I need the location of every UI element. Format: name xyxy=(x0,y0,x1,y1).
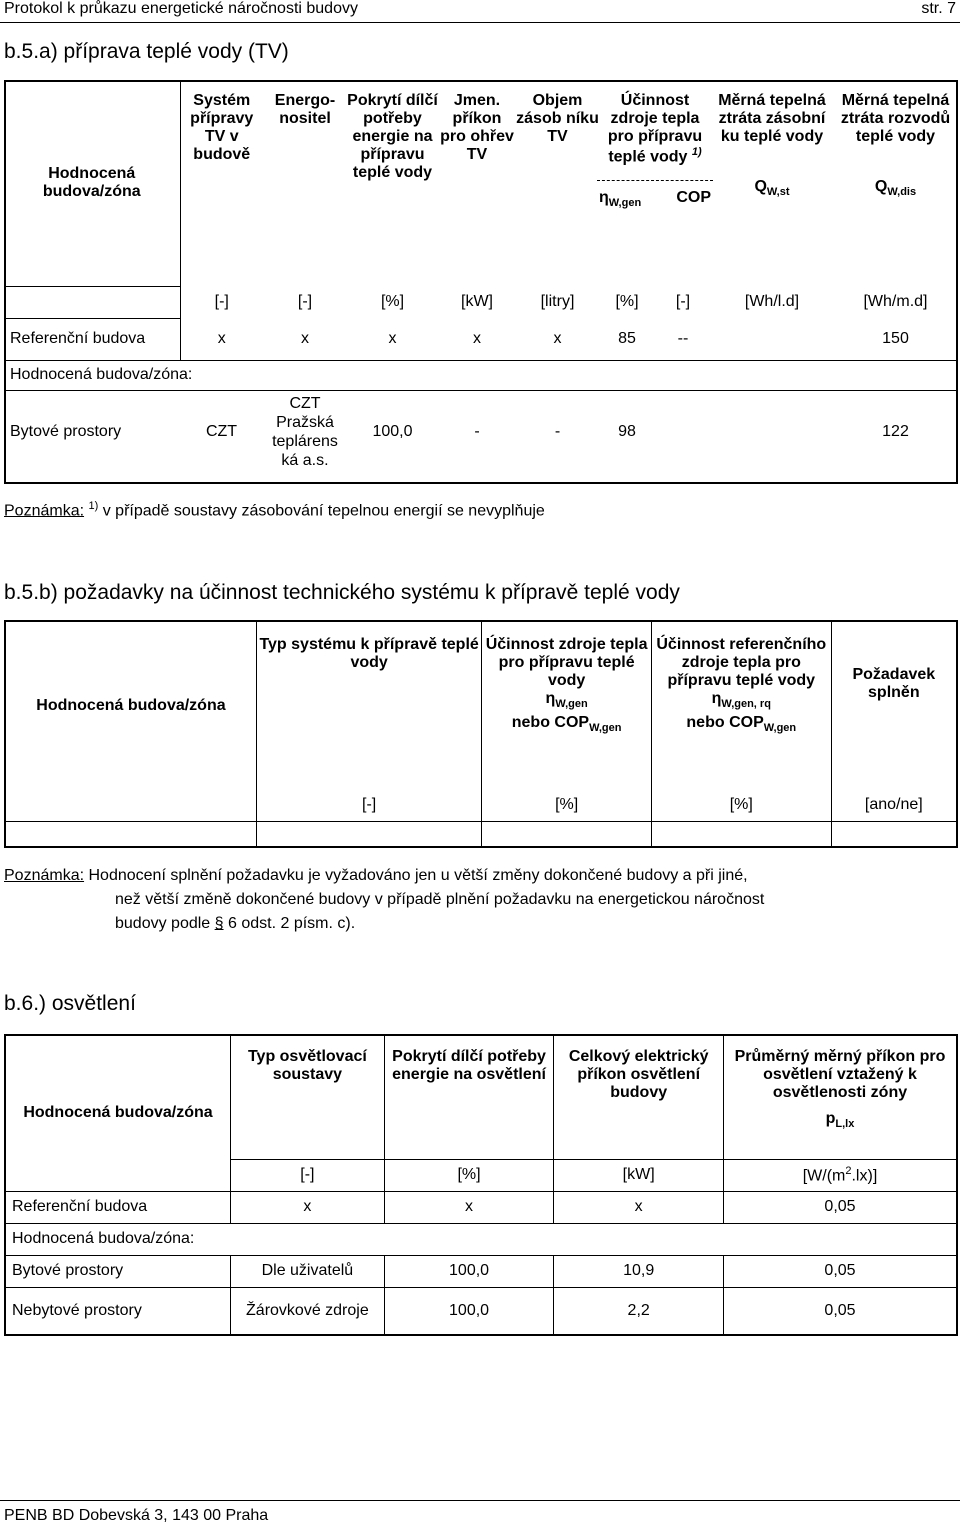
tv-col-energo: Energo-nositel xyxy=(274,92,336,127)
page-footer: PENB BD Dobevská 3, 143 00 Praha xyxy=(4,1507,269,1524)
tv-unit: [Wh/m.d] xyxy=(863,293,928,310)
req-empty-cell xyxy=(5,821,256,847)
p-symbol: $p_{L,lx}$ xyxy=(825,1110,855,1131)
light-row-typ: Dle uživatelů xyxy=(231,1255,385,1287)
tv-table xyxy=(4,80,958,474)
req-col-hodnocena: Hodnocená budova/zóna xyxy=(5,621,256,789)
light-ref-value: x xyxy=(231,1191,385,1223)
req-ref-cop: nebo $COP_{W,gen}$ xyxy=(686,714,797,735)
tv-note-sup: 1) xyxy=(88,500,99,512)
tv-ref-value: x xyxy=(301,329,309,347)
light-col-hodnocena: Hodnocená budova/zóna xyxy=(5,1035,231,1159)
page-header-title: Protokol k průkazu energetické náročnosti budovy xyxy=(4,0,358,17)
eta-symbol: $\eta_{W,gen}$ xyxy=(599,189,642,210)
tv-unit: [-] xyxy=(675,293,691,310)
light-col-prikon: Celkový elektrický příkon osvětlení budovy xyxy=(554,1035,724,1159)
req-note-line: budovy podle § 6 odst. 2 písm. c). xyxy=(115,915,356,932)
page-number: str. 7 xyxy=(921,0,956,17)
tv-ref-value: 150 xyxy=(882,329,909,347)
tv-col-jmen: Jmen. příkon pro ohřev TV xyxy=(440,92,514,163)
req-col-ucinnost-text: Účinnost zdroje tepla pro přípravu teplé vody xyxy=(485,636,648,689)
footer-rule xyxy=(0,1500,960,1501)
req-unit: [%] xyxy=(482,789,652,821)
req-eta-symbol: $\eta_{W,gen}$ xyxy=(545,690,588,711)
tv-ref-value: 85 xyxy=(618,329,636,347)
tv-row-value: - xyxy=(516,390,599,474)
tv-ref-value: x xyxy=(388,329,397,347)
tv-col-objem: Objem zásob níku TV xyxy=(516,92,599,145)
tv-row-value xyxy=(711,390,833,474)
cop-label: COP xyxy=(676,189,711,207)
tv-note xyxy=(4,500,545,520)
light-col-pokryti: Pokrytí dílčí potřeby energie na osvětlení xyxy=(384,1035,554,1159)
tv-ref-value: -- xyxy=(677,329,689,347)
tv-col-hodnocena: Hodnocená budova/zóna xyxy=(4,80,180,286)
req-col-typ: Typ systému k přípravě teplé vody xyxy=(256,621,481,789)
tv-row-value: 100,0 xyxy=(347,390,438,474)
tv-unit: [%] xyxy=(380,293,405,310)
light-row-prumerny: 0,05 xyxy=(723,1287,957,1335)
tv-col-ztrata-dis xyxy=(833,80,958,286)
tv-row-value xyxy=(655,390,711,474)
tv-col-ztrata-st xyxy=(711,80,833,286)
tv-row-label: Bytové prostory xyxy=(4,390,180,474)
req-empty-cell xyxy=(256,821,481,847)
tv-hod-label: Hodnocená budova/zóna: xyxy=(4,360,958,390)
light-unit: [kW] xyxy=(554,1159,724,1191)
tv-row-system: CZT xyxy=(180,390,263,474)
req-unit: [ano/ne] xyxy=(864,795,923,813)
req-col-pozadavek: Požadavek splněn xyxy=(852,666,936,701)
req-note xyxy=(4,864,956,936)
tv-col-ucinnost xyxy=(599,80,711,286)
light-unit: [%] xyxy=(384,1159,554,1191)
tv-ref-value: x xyxy=(473,329,481,347)
tv-unit: [-] xyxy=(297,293,313,310)
tv-col-ztrata-dis-text: Měrná tepelná ztráta rozvodů teplé vody xyxy=(840,92,951,145)
tv-ref-value: x xyxy=(553,329,562,347)
q-dis-symbol: $Q_{W,dis}$ xyxy=(874,178,917,199)
tv-unit: [kW] xyxy=(461,293,493,310)
light-row-prumerny: 0,05 xyxy=(723,1255,957,1287)
req-col-ucinnost xyxy=(482,621,652,789)
req-col-ref-text: Účinnost referenčního zdroje tepla pro přípravu teplé vody η xyxy=(656,636,827,707)
req-note-label: Poznámka: xyxy=(4,867,85,884)
light-ref-value: 0,05 xyxy=(723,1191,957,1223)
q-st-symbol: $Q_{W,st}$ xyxy=(754,178,790,199)
tv-note-label: Poznámka: xyxy=(4,502,85,520)
section-title-requirements: b.5.b) požadavky na účinnost technického systému k přípravě teplé vody xyxy=(4,581,680,604)
req-empty-cell xyxy=(482,821,652,847)
header-rule xyxy=(0,22,960,23)
req-note-line: Hodnocení splnění požadavku je vyžadováno jen u větší změny dokončené budovy a při jiné, xyxy=(88,867,748,884)
tv-col-pokryti: Pokrytí dílčí potřeby energie na přípravu teplé vody xyxy=(347,92,438,181)
tv-note-text: v případě soustavy zásobování tepelnou energií se nevyplňuje xyxy=(102,502,545,520)
light-row-typ: Žárovkové zdroje xyxy=(231,1287,385,1335)
lighting-table xyxy=(4,1034,958,1336)
light-unit: [-] xyxy=(231,1159,385,1191)
light-col-prumerny-text: Průměrný měrný příkon pro osvětlení vztažený k osvětlenosti zóny xyxy=(734,1048,946,1101)
tv-unit: [Wh/l.d] xyxy=(744,293,800,310)
tv-col-ztrata-st-text: Měrná tepelná ztráta zásobní ku teplé vody xyxy=(718,92,826,145)
light-ref-label: Referenční budova xyxy=(5,1191,231,1223)
tv-row-value: - xyxy=(438,390,516,474)
req-unit: [%] xyxy=(651,789,831,821)
req-note-line: než větší změně dokončené budovy v případě plnění požadavku na energetickou náročnost xyxy=(115,891,765,908)
light-ref-value: x xyxy=(554,1191,724,1223)
light-row-prikon: 2,2 xyxy=(554,1287,724,1335)
requirements-table xyxy=(4,620,958,848)
light-unit: $[W/(m^2.lx)]$ xyxy=(723,1159,957,1191)
light-row-pokryti: 100,0 xyxy=(384,1287,554,1335)
light-ref-value: x xyxy=(384,1191,554,1223)
light-hod-label: Hodnocená budova/zóna: xyxy=(5,1223,957,1255)
tv-col-system: Systém přípravy TV v budově xyxy=(190,92,254,163)
tv-unit: [%] xyxy=(615,293,639,310)
light-col-typ: Typ osvětlovací soustavy xyxy=(231,1035,385,1159)
tv-ref-label: Referenční budova xyxy=(4,318,180,360)
tv-col-ucinnost-sup: 1) xyxy=(691,146,702,158)
tv-ref-value: x xyxy=(217,329,226,347)
req-empty-cell xyxy=(831,821,957,847)
section-title-lighting: b.6.) osvětlení xyxy=(4,992,136,1015)
light-row-label: Bytové prostory xyxy=(5,1255,231,1287)
tv-ref-value xyxy=(711,318,833,360)
light-row-pokryti: 100,0 xyxy=(384,1255,554,1287)
tv-row-energo: CZT Pražská teplárens ká a.s. xyxy=(263,390,347,474)
req-unit: [-] xyxy=(256,789,481,821)
req-empty-cell xyxy=(651,821,831,847)
req-cop-label: nebo $COP_{W,gen}$ xyxy=(511,714,622,735)
req-ref-sub: W,gen, rq xyxy=(721,698,771,711)
req-col-ref xyxy=(651,621,831,789)
tv-unit: [-] xyxy=(214,293,229,310)
light-row-prikon: 10,9 xyxy=(554,1255,724,1287)
section-title-tv: b.5.a) příprava teplé vody (TV) xyxy=(4,40,289,63)
tv-row-value: 122 xyxy=(833,390,958,474)
light-col-prumerny xyxy=(723,1035,957,1159)
tv-row-value: 98 xyxy=(599,390,655,474)
tv-col-ucinnost-text: Účinnost zdroje tepla pro přípravu teplé vody xyxy=(607,92,703,166)
tv-unit: [litry] xyxy=(540,293,575,310)
light-row-label: Nebytové prostory xyxy=(5,1287,231,1335)
